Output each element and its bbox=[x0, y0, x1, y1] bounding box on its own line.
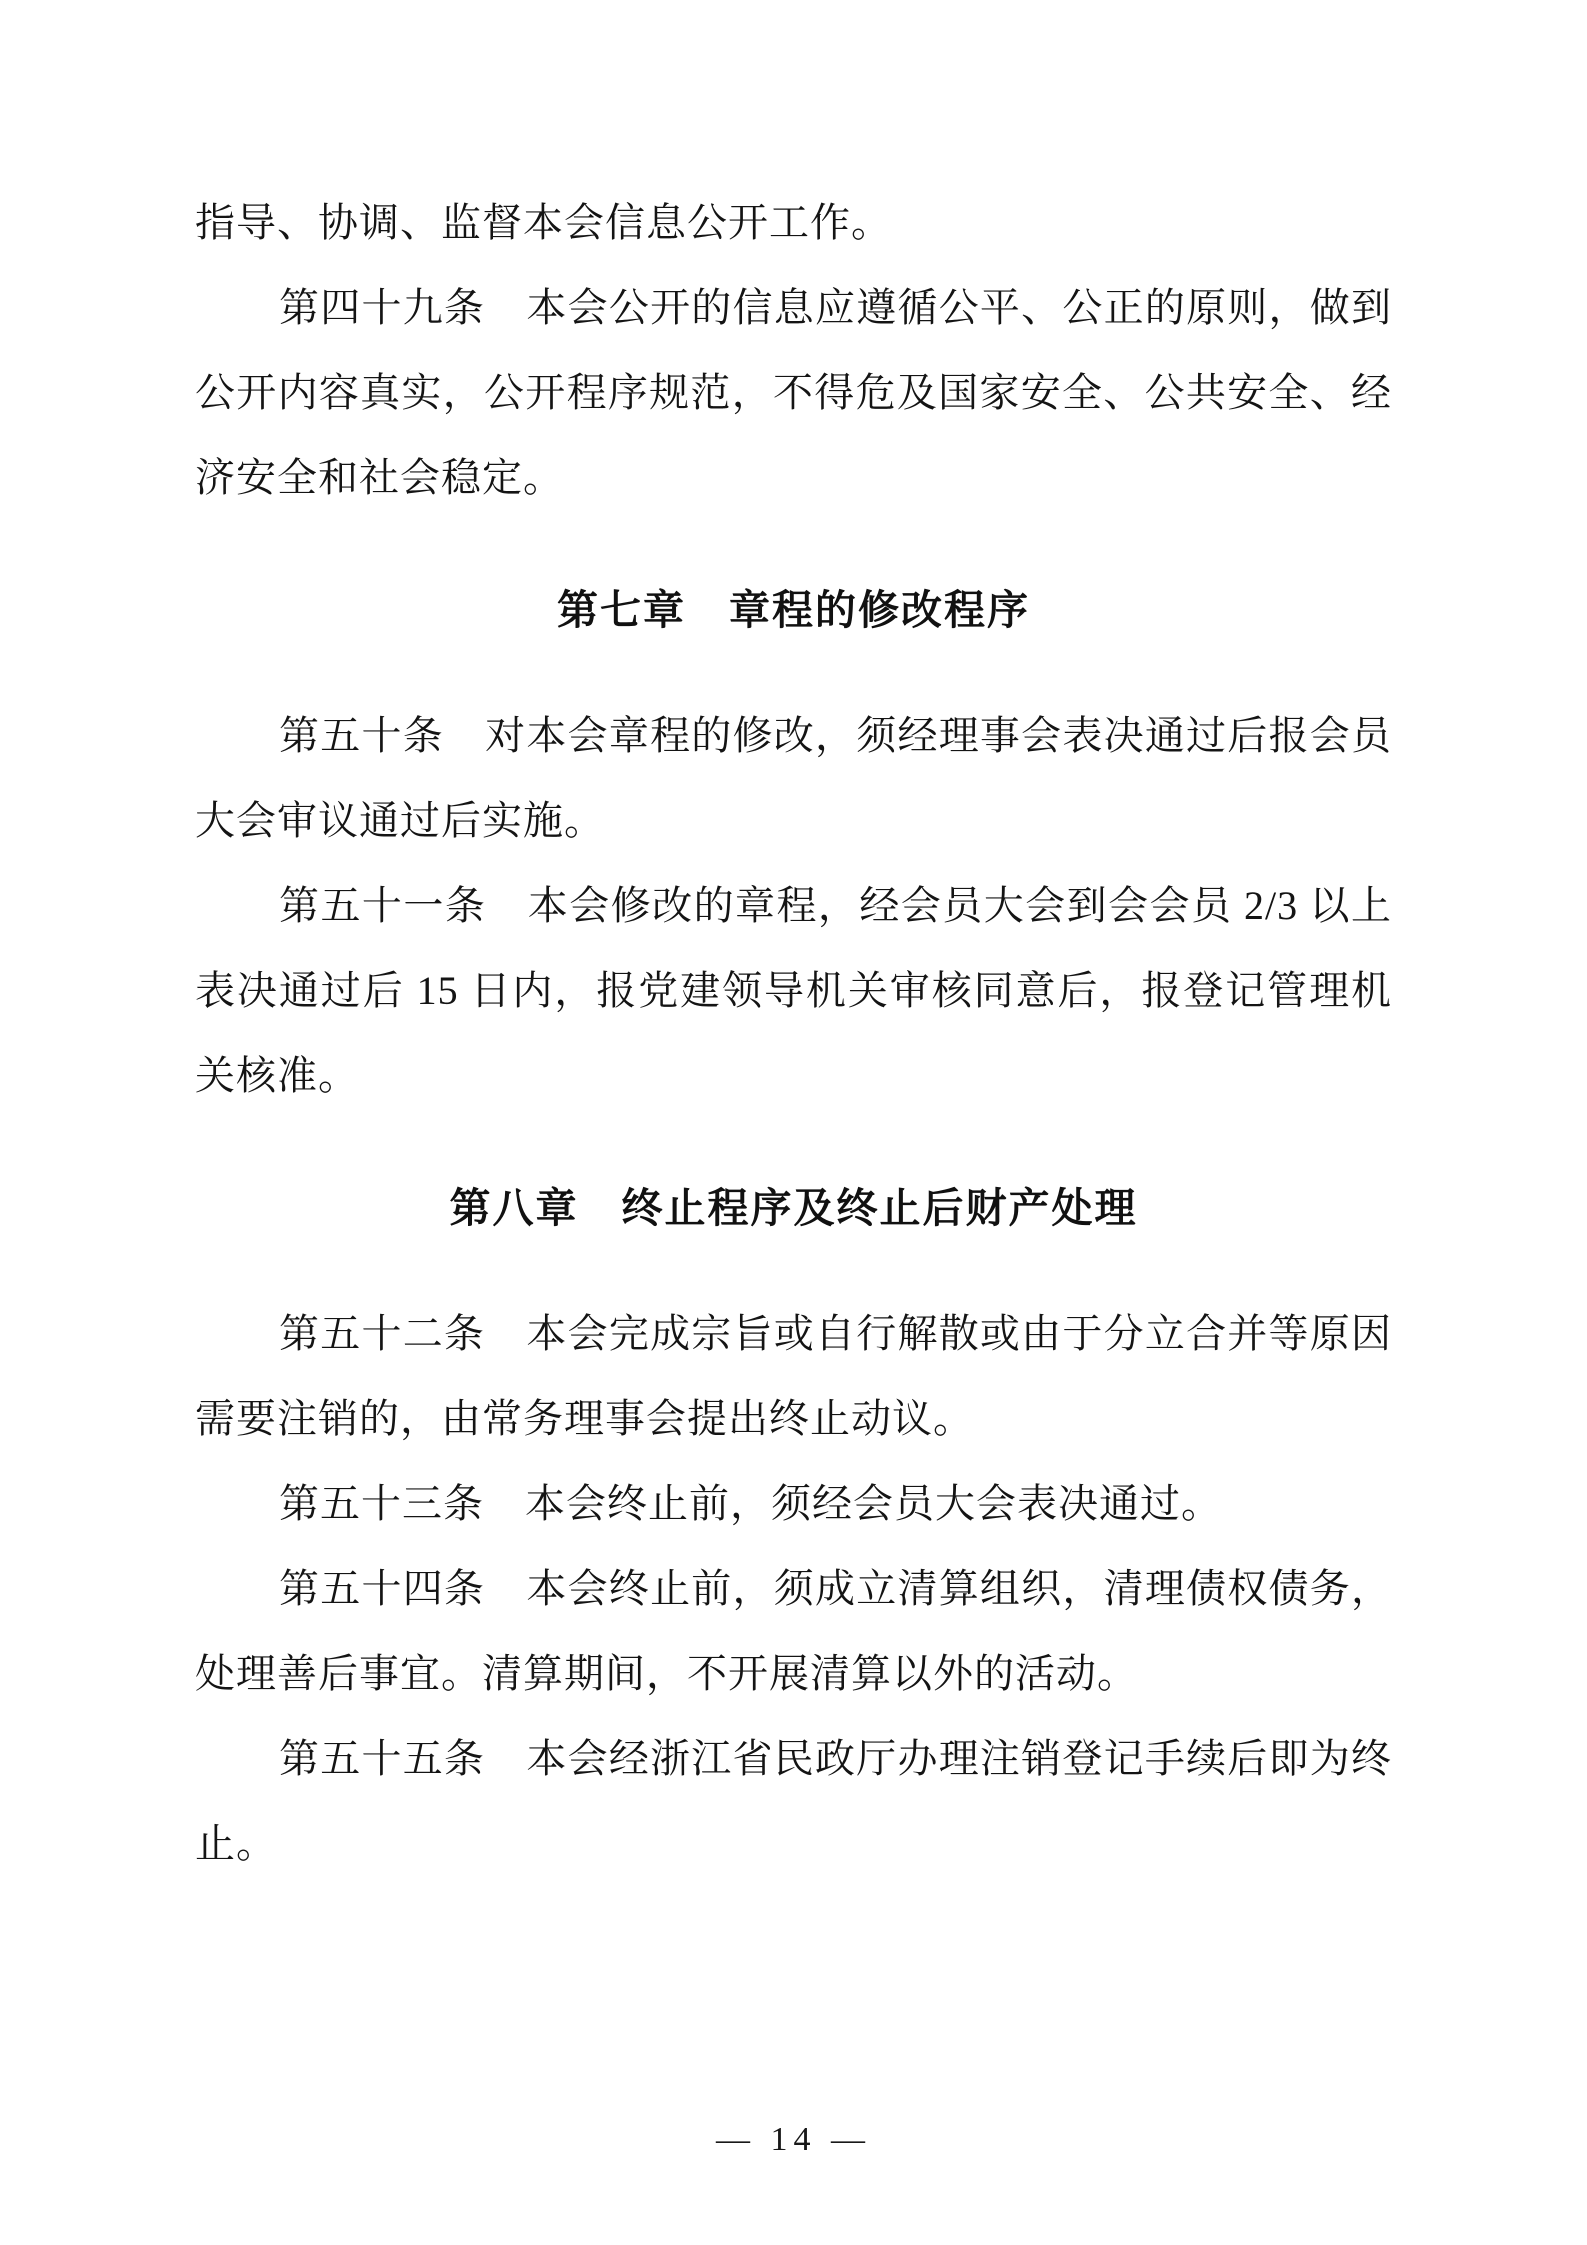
paragraph-article-52: 第五十二条 本会完成宗旨或自行解散或由于分立合并等原因需要注销的，由常务理事会提出终止动议。 bbox=[195, 1311, 1392, 1441]
paragraph-article-51: 第五十一条 本会修改的章程，经会员大会到会会员 2/3 以上表决通过后 15 日内，报党建领导机关审核同意后，报登记管理机关核准。 bbox=[195, 883, 1392, 1098]
paragraph-article-55: 第五十五条 本会经浙江省民政厅办理注销登记手续后即为终止。 bbox=[195, 1736, 1392, 1866]
paragraph-article-53: 第五十三条 本会终止前，须经会员大会表决通过。 bbox=[279, 1481, 1222, 1526]
paragraph-article-49: 第四十九条 本会公开的信息应遵循公平、公正的原则，做到公开内容真实，公开程序规范，不得危及国家安全、公共安全、经济安全和社会稳定。 bbox=[195, 285, 1392, 500]
paragraph-article-50: 第五十条 对本会章程的修改，须经理事会表决通过后报会员大会审议通过后实施。 bbox=[195, 713, 1392, 843]
paragraph-intro-continued: 指导、协调、监督本会信息公开工作。 bbox=[195, 200, 892, 245]
paragraph-article-54: 第五十四条 本会终止前，须成立清算组织，清理债权债务，处理善后事宜。清算期间，不开展清算以外的活动。 bbox=[195, 1566, 1392, 1696]
chapter-seven-heading: 第七章 章程的修改程序 bbox=[557, 587, 1030, 633]
page-number: — 14 — bbox=[716, 2121, 871, 2158]
chapter-eight-heading: 第八章 终止程序及终止后财产处理 bbox=[449, 1185, 1138, 1231]
